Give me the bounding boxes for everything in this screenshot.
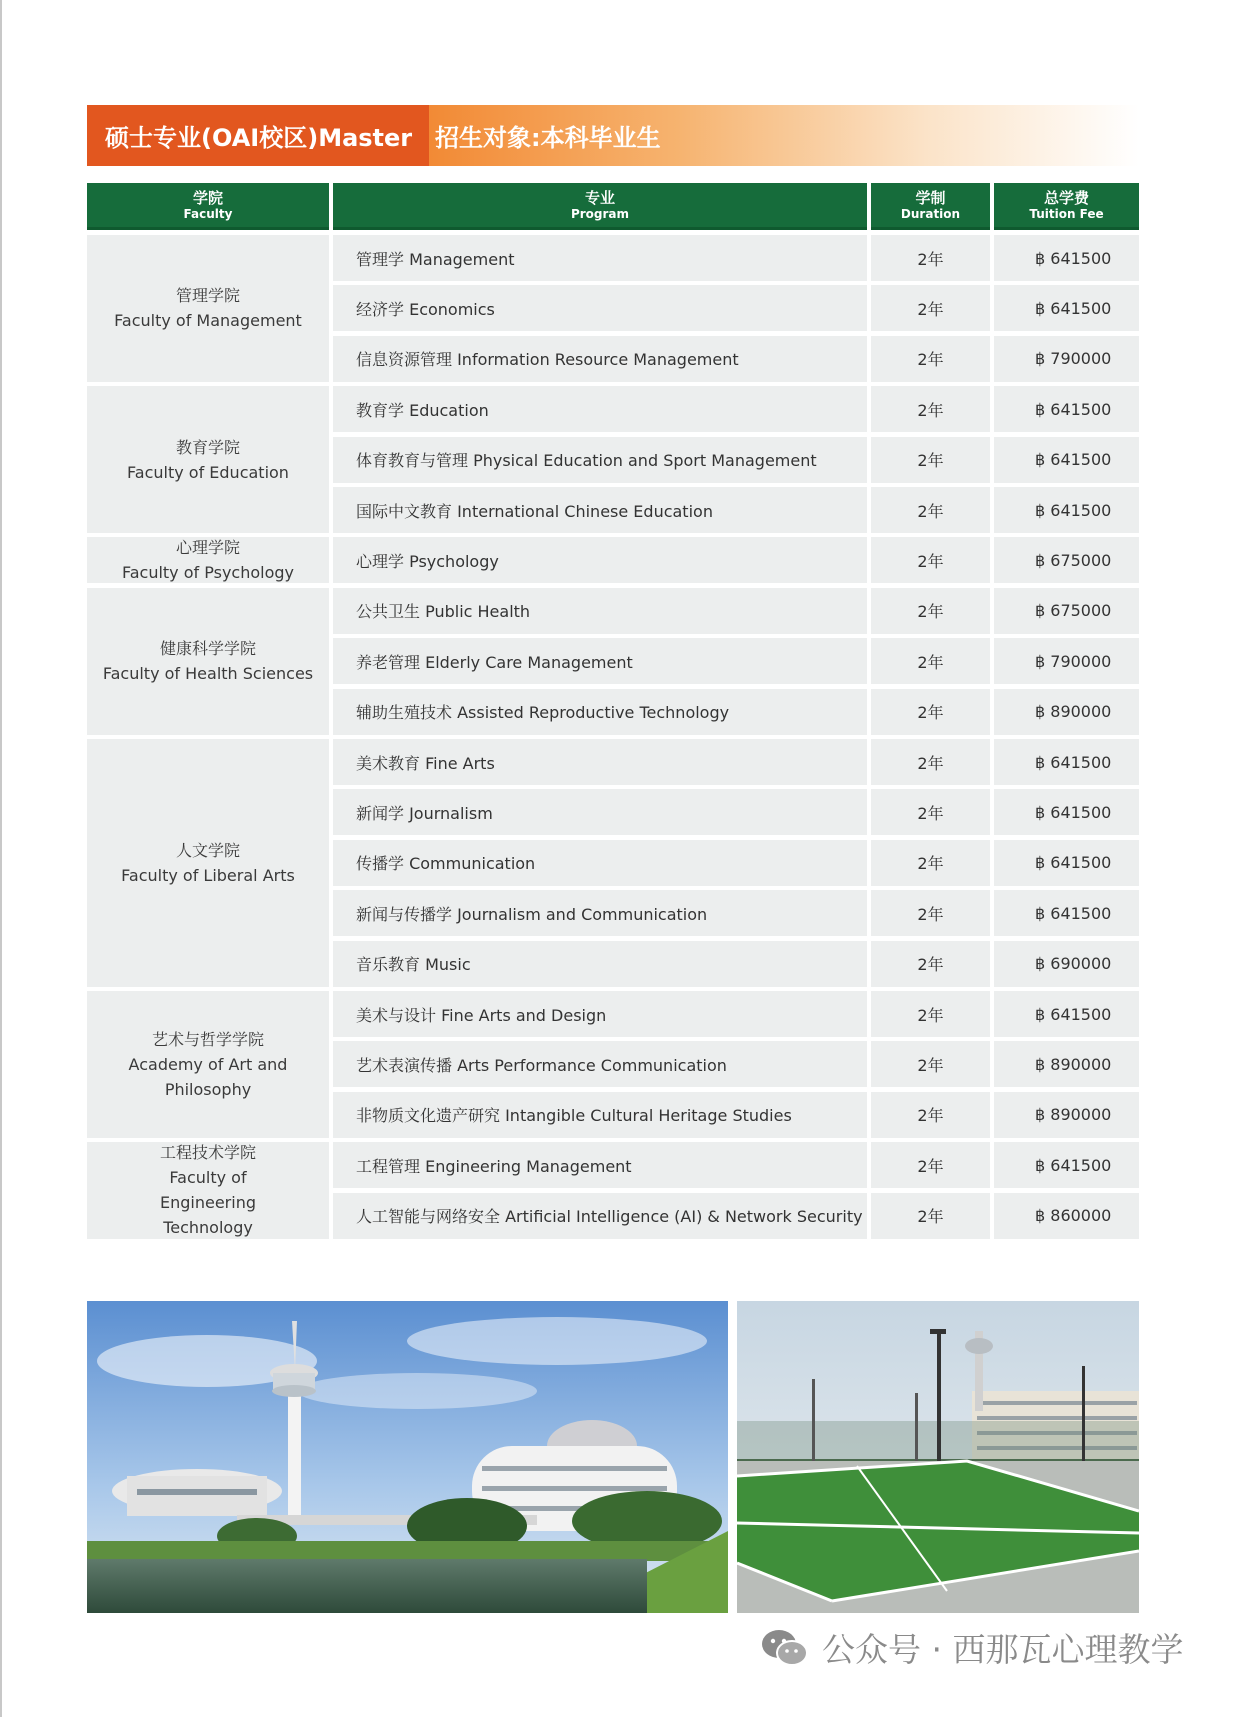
duration-cell: 2年 bbox=[871, 386, 990, 432]
faculty-cell bbox=[87, 386, 329, 533]
header-duration-en: Duration bbox=[900, 207, 961, 221]
faculty-name-en: Faculty of Health Sciences bbox=[102, 664, 314, 684]
fee-cell: ฿ 641500 bbox=[994, 386, 1139, 432]
header-fee-en: Tuition Fee bbox=[1029, 207, 1104, 221]
duration-cell: 2年 bbox=[871, 1142, 990, 1188]
fee-cell: ฿ 890000 bbox=[994, 689, 1139, 735]
program-cell: 管理学 Management bbox=[333, 235, 867, 281]
fee-cell: ฿ 641500 bbox=[994, 890, 1139, 936]
header-program-zh: 专业 bbox=[584, 189, 615, 207]
faculty-name-zh: 工程技术学院 bbox=[159, 1143, 256, 1163]
faculty-name-zh: 健康科学学院 bbox=[159, 639, 256, 659]
duration-cell: 2年 bbox=[871, 235, 990, 281]
program-cell: 人工智能与网络安全 Artificial Intelligence (AI) & Network Security bbox=[333, 1193, 867, 1239]
duration-cell: 2年 bbox=[871, 487, 990, 533]
fee-cell: ฿ 790000 bbox=[994, 638, 1139, 684]
duration-cell: 2年 bbox=[871, 1092, 990, 1138]
fee-cell: ฿ 860000 bbox=[994, 1193, 1139, 1239]
duration-cell: 2年 bbox=[871, 941, 990, 987]
header-program-en: Program bbox=[570, 207, 630, 221]
faculty-name-en: Faculty of Management bbox=[114, 311, 302, 331]
fee-cell: ฿ 641500 bbox=[994, 789, 1139, 835]
table-body bbox=[87, 235, 1139, 1239]
header-faculty-en: Faculty bbox=[183, 207, 233, 221]
fee-cell: ฿ 641500 bbox=[994, 1142, 1139, 1188]
faculty-name-en: Faculty of Education bbox=[127, 462, 289, 482]
duration-cell: 2年 bbox=[871, 739, 990, 785]
header-fee bbox=[994, 183, 1139, 230]
duration-cell: 2年 bbox=[871, 1041, 990, 1087]
duration-cell: 2年 bbox=[871, 336, 990, 382]
header-faculty-zh: 学院 bbox=[192, 189, 223, 207]
program-cell: 教育学 Education bbox=[333, 386, 867, 432]
duration-cell: 2年 bbox=[871, 840, 990, 886]
duration-cell: 2年 bbox=[871, 588, 990, 634]
tennis-court-photo bbox=[737, 1301, 1139, 1613]
program-cell: 新闻与传播学 Journalism and Communication bbox=[333, 890, 867, 936]
faculty-cell bbox=[87, 537, 329, 583]
campus-building-photo bbox=[87, 1301, 728, 1613]
faculty-cell bbox=[87, 739, 329, 987]
table-header bbox=[87, 183, 1139, 230]
fee-cell: ฿ 641500 bbox=[994, 487, 1139, 533]
header-duration-zh: 学制 bbox=[915, 189, 946, 207]
program-cell: 公共卫生 Public Health bbox=[333, 588, 867, 634]
header-duration bbox=[871, 183, 990, 230]
faculty-name-en: Faculty of Engineering Technology bbox=[160, 1168, 256, 1238]
fee-cell: ฿ 675000 bbox=[994, 588, 1139, 634]
duration-cell: 2年 bbox=[871, 991, 990, 1037]
program-cell: 新闻学 Journalism bbox=[333, 789, 867, 835]
fee-cell: ฿ 890000 bbox=[994, 1092, 1139, 1138]
program-cell: 音乐教育 Music bbox=[333, 941, 867, 987]
faculty-name-zh: 心理学院 bbox=[175, 538, 240, 558]
program-cell: 辅助生殖技术 Assisted Reproductive Technology bbox=[333, 689, 867, 735]
wechat-icon bbox=[760, 1628, 810, 1668]
faculty-name-en: Faculty of Psychology bbox=[121, 563, 294, 583]
fee-cell: ฿ 890000 bbox=[994, 1041, 1139, 1087]
duration-cell: 2年 bbox=[871, 890, 990, 936]
faculty-name-zh: 管理学院 bbox=[175, 286, 240, 306]
fee-cell: ฿ 641500 bbox=[994, 991, 1139, 1037]
fee-cell: ฿ 641500 bbox=[994, 739, 1139, 785]
faculty-cell bbox=[87, 1142, 329, 1238]
page-edge-rule bbox=[0, 0, 2, 1717]
banner-title: 硕士专业(OAI校区)Master bbox=[87, 105, 429, 166]
program-cell: 工程管理 Engineering Management bbox=[333, 1142, 867, 1188]
program-cell: 心理学 Psychology bbox=[333, 537, 867, 583]
faculty-name-en: Academy of Art and Philosophy bbox=[128, 1054, 288, 1099]
faculty-cell bbox=[87, 991, 329, 1138]
faculty-name-zh: 艺术与哲学学院 bbox=[151, 1029, 264, 1049]
program-cell: 美术教育 Fine Arts bbox=[333, 739, 867, 785]
program-cell: 艺术表演传播 Arts Performance Communication bbox=[333, 1041, 867, 1087]
fee-cell: ฿ 641500 bbox=[994, 285, 1139, 331]
program-cell: 养老管理 Elderly Care Management bbox=[333, 638, 867, 684]
duration-cell: 2年 bbox=[871, 537, 990, 583]
duration-cell: 2年 bbox=[871, 1193, 990, 1239]
header-faculty bbox=[87, 183, 329, 230]
duration-cell: 2年 bbox=[871, 437, 990, 483]
program-cell: 国际中文教育 International Chinese Education bbox=[333, 487, 867, 533]
fee-cell: ฿ 641500 bbox=[994, 437, 1139, 483]
watermark-text: 公众号 · 西那瓦心理教学 bbox=[822, 1630, 1184, 1669]
program-cell: 美术与设计 Fine Arts and Design bbox=[333, 991, 867, 1037]
faculty-name-zh: 人文学院 bbox=[175, 840, 240, 860]
faculty-cell bbox=[87, 235, 329, 382]
header-program bbox=[333, 183, 867, 230]
faculty-name-zh: 教育学院 bbox=[175, 437, 240, 457]
faculty-cell bbox=[87, 588, 329, 735]
program-cell: 非物质文化遗产研究 Intangible Cultural Heritage Studies bbox=[333, 1092, 867, 1138]
watermark bbox=[760, 1624, 1183, 1671]
fee-cell: ฿ 790000 bbox=[994, 336, 1139, 382]
duration-cell: 2年 bbox=[871, 689, 990, 735]
duration-cell: 2年 bbox=[871, 789, 990, 835]
fee-cell: ฿ 675000 bbox=[994, 537, 1139, 583]
fee-cell: ฿ 690000 bbox=[994, 941, 1139, 987]
program-cell: 经济学 Economics bbox=[333, 285, 867, 331]
program-cell: 传播学 Communication bbox=[333, 840, 867, 886]
faculty-name-en: Faculty of Liberal Arts bbox=[121, 865, 295, 885]
duration-cell: 2年 bbox=[871, 285, 990, 331]
header-fee-zh: 总学费 bbox=[1043, 189, 1089, 207]
program-cell: 信息资源管理 Information Resource Management bbox=[333, 336, 867, 382]
fee-cell: ฿ 641500 bbox=[994, 235, 1139, 281]
title-banner bbox=[87, 105, 1139, 166]
fee-cell: ฿ 641500 bbox=[994, 840, 1139, 886]
banner-target: 招生对象:本科毕业生 bbox=[429, 105, 1139, 166]
duration-cell: 2年 bbox=[871, 638, 990, 684]
program-cell: 体育教育与管理 Physical Education and Sport Management bbox=[333, 437, 867, 483]
